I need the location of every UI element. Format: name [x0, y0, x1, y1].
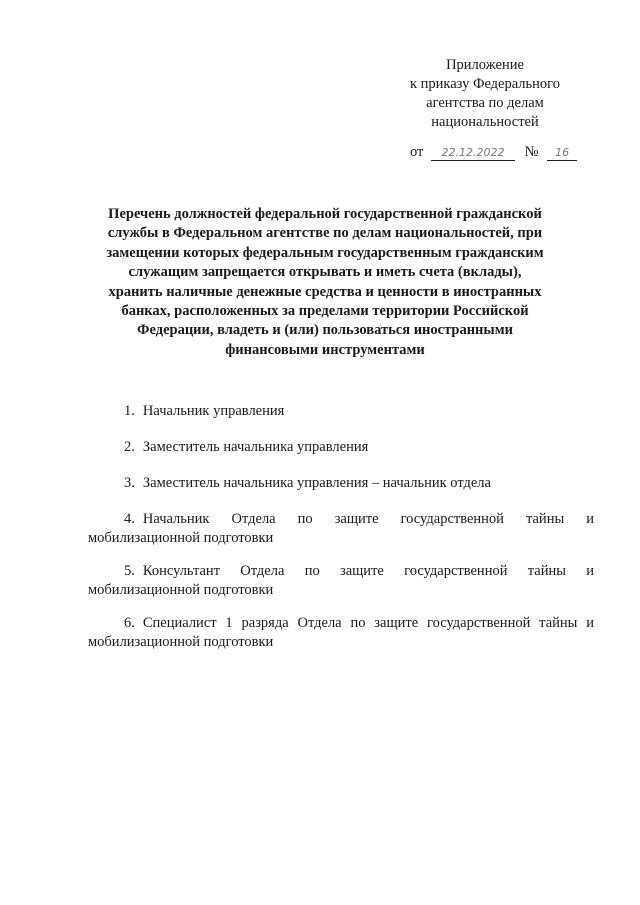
- item-number: 2.: [124, 439, 135, 455]
- item-number: 4.: [124, 511, 135, 527]
- appendix-line: национальностей: [431, 114, 539, 130]
- list-item: [88, 474, 594, 493]
- list-item: [88, 614, 594, 652]
- item-text: Специалист 1 разряда Отдела по защите государственной тайны и мобилизационной подготовки: [88, 615, 594, 650]
- item-number: 6.: [124, 615, 135, 631]
- positions-list: [88, 402, 594, 666]
- document-title: Перечень должностей федеральной государственной гражданской службы в Федеральном агентстве по делам национальностей, при замещении которых федеральным государственным гражданским служащим запрещается открывать и иметь счета (вклады), хранить наличные денежные средства и ценности в иностранных банках, расположенных за пределами территории Российской Федерации, владеть и (или) пользоваться иностранными финансовыми инструментами: [106, 206, 544, 358]
- list-item: [88, 438, 594, 457]
- order-number-field: 16: [547, 146, 577, 161]
- item-text: Консультант Отдела по защите государственной тайны и мобилизационной подготовки: [88, 563, 594, 598]
- appendix-line: Приложение: [446, 57, 524, 73]
- item-text: Начальник управления: [142, 403, 285, 419]
- appendix-line: агентства по делам: [426, 95, 544, 111]
- list-item: [88, 510, 594, 548]
- appendix-line: к приказу Федерального: [409, 76, 561, 92]
- appendix-header: [380, 56, 590, 132]
- list-item: [88, 402, 594, 421]
- item-text: Начальник Отдела по защите государственной тайны и мобилизационной подготовки: [88, 511, 594, 546]
- item-number: 5.: [124, 563, 135, 579]
- order-date-field: 22.12.2022: [431, 146, 515, 161]
- list-item: [88, 562, 594, 600]
- item-text: Заместитель начальника управления: [142, 439, 369, 455]
- order-from-label: от: [410, 144, 424, 160]
- order-reference: [410, 143, 577, 162]
- item-number: 3.: [124, 475, 135, 491]
- item-number: 1.: [124, 403, 135, 419]
- order-number-label: №: [524, 144, 539, 160]
- item-text: Заместитель начальника управления – начальник отдела: [142, 475, 491, 491]
